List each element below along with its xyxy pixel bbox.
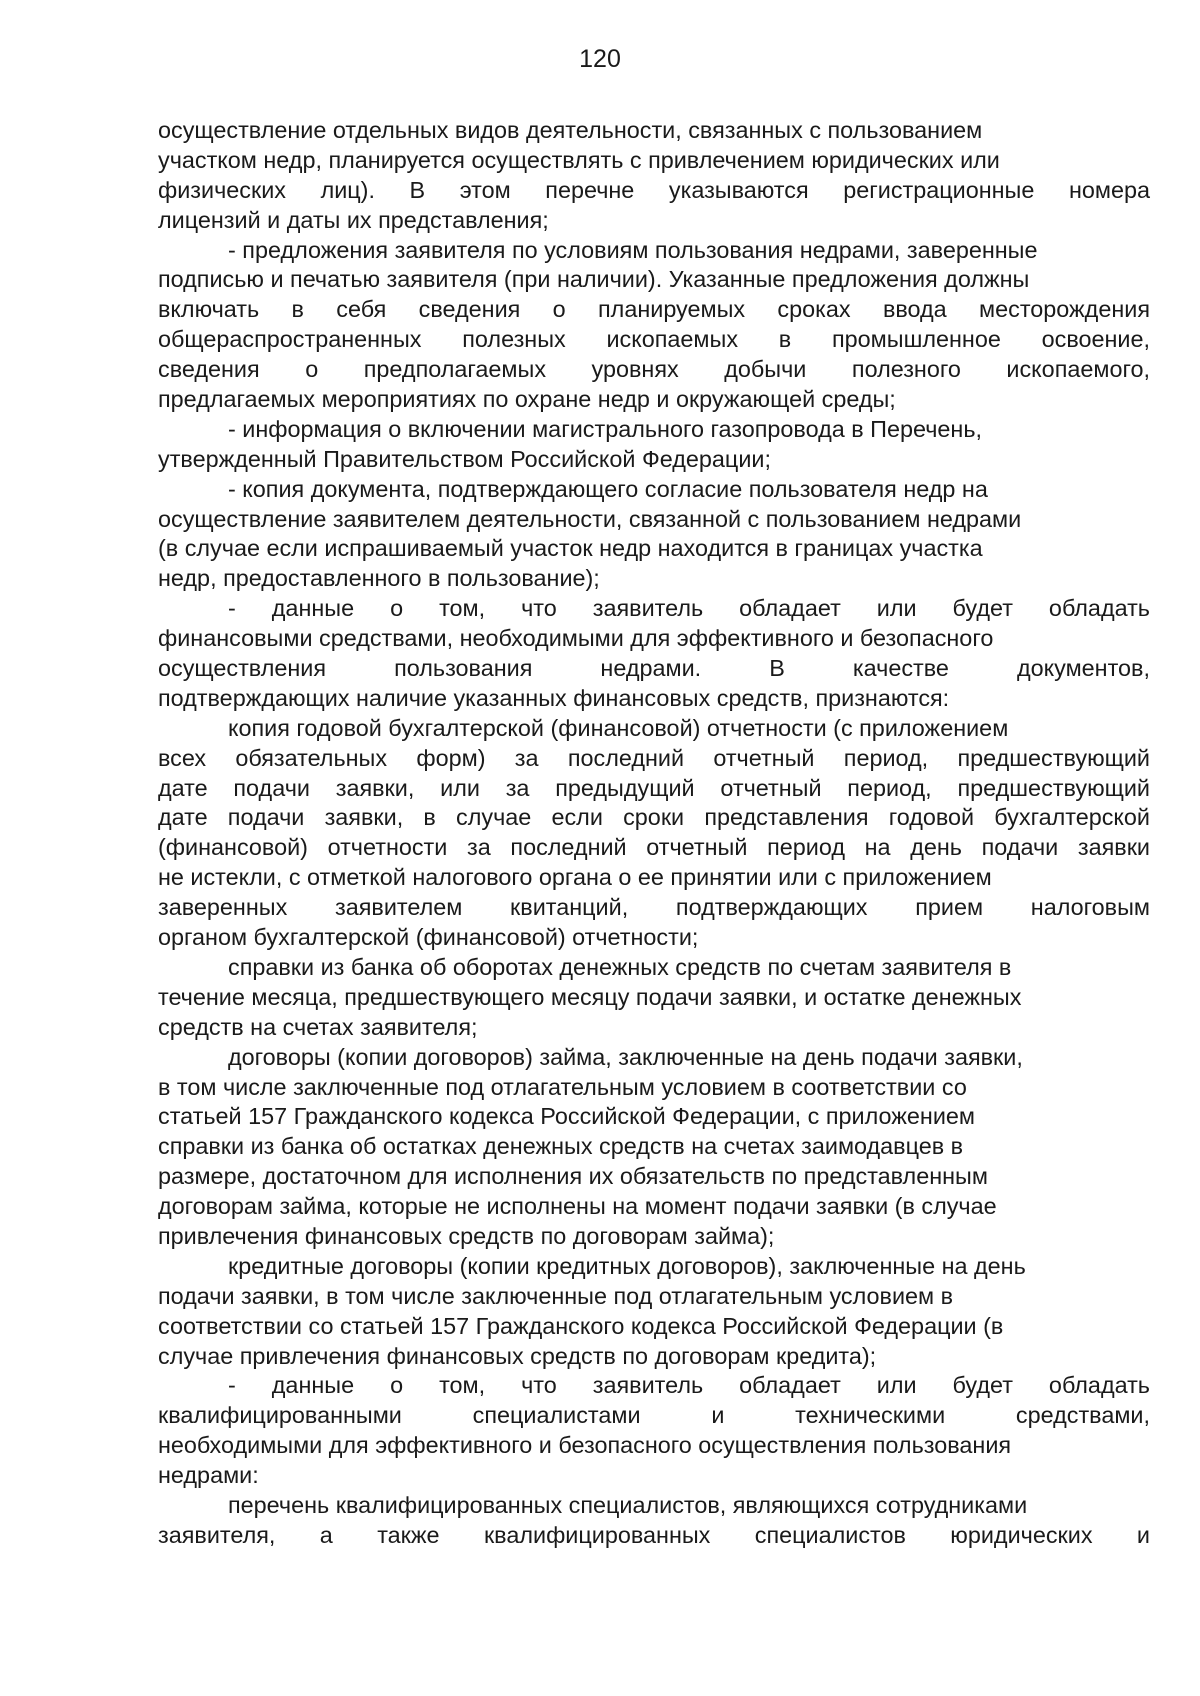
text-line: включать в себя сведения о планируемых сроках ввода месторождения [158, 296, 1150, 323]
text-line: заверенных заявителем квитанций, подтверждающих прием налоговым [158, 894, 1150, 921]
text-line: договоры (копии договоров) займа, заключенные на день подачи заявки, [228, 1043, 1023, 1070]
text-line: средств на счетах заявителя; [158, 1013, 478, 1040]
text-line: случае привлечения финансовых средств по договорам кредита); [158, 1342, 877, 1369]
text-line: течение месяца, предшествующего месяцу подачи заявки, и остатке денежных [158, 983, 1022, 1010]
text-line: в том числе заключенные под отлагательным условием в соответствии со [158, 1073, 967, 1100]
text-line: всех обязательных форм) за последний отчетный период, предшествующий [158, 744, 1150, 771]
text-line: заявителя, а также квалифицированных специалистов юридических и [158, 1521, 1150, 1548]
text-line: статьей 157 Гражданского кодекса Российской Федерации, с приложением [158, 1103, 975, 1130]
text-line: соответствии со статьей 157 Гражданского кодекса Российской Федерации (в [158, 1312, 1004, 1339]
text-line: перечень квалифицированных специалистов, являющихся сотрудниками [228, 1491, 1028, 1518]
text-line: дате подачи заявки, в случае если сроки представления годовой бухгалтерской [158, 804, 1150, 831]
text-line: участком недр, планируется осуществлять с привлечением юридических или [158, 146, 1000, 173]
text-line: справки из банка об оборотах денежных средств по счетам заявителя в [228, 953, 1012, 980]
text-line: финансовыми средствами, необходимыми для эффективного и безопасного [158, 625, 994, 652]
text-line: осуществление отдельных видов деятельности, связанных с пользованием [158, 117, 983, 143]
text-line: (финансовой) отчетности за последний отчетный период на день подачи заявки [158, 834, 1150, 861]
text-line: недрами: [158, 1462, 259, 1489]
text-line: сведения о предполагаемых уровнях добычи полезного ископаемого, [158, 356, 1150, 383]
text-line: квалифицированными специалистами и техническими средствами, [158, 1402, 1150, 1429]
text-line: предлагаемых мероприятиях по охране недр и окружающей среды; [158, 386, 896, 413]
text-line: не истекли, с отметкой налогового органа о ее принятии или с приложением [158, 864, 992, 891]
text-line: размере, достаточном для исполнения их обязательств по представленным [158, 1163, 988, 1190]
text-line: общераспространенных полезных ископаемых в промышленное освоение, [158, 326, 1150, 353]
page-number: 120 [579, 45, 621, 73]
text-line: подтверждающих наличие указанных финансовых средств, признаются: [158, 684, 950, 711]
text-line: физических лиц). В этом перечне указываются регистрационные номера [158, 176, 1150, 203]
text-line: подписью и печатью заявителя (при наличии). Указанные предложения должны [158, 266, 1030, 293]
text-line: - данные о том, что заявитель обладает или будет обладать [228, 595, 1150, 622]
text-line: - информация о включении магистрального газопровода в Перечень, [228, 415, 983, 442]
text-line: необходимыми для эффективного и безопасного осуществления пользования [158, 1432, 1012, 1459]
text-line: справки из банка об остатках денежных средств на счетах заимодавцев в [158, 1133, 964, 1160]
text-line: утвержденный Правительством Российской Федерации; [158, 445, 771, 472]
text-line: органом бухгалтерской (финансовой) отчетности; [158, 924, 699, 951]
text-line: - предложения заявителя по условиям пользования недрами, заверенные [228, 236, 1038, 263]
text-line: привлечения финансовых средств по договорам займа); [158, 1222, 775, 1249]
text-line: осуществление заявителем деятельности, связанной с пользованием недрами [158, 505, 1022, 532]
text-line: недр, предоставленного в пользование); [158, 565, 600, 592]
text-line: осуществления пользования недрами. В качестве документов, [158, 655, 1150, 682]
text-line: подачи заявки, в том числе заключенные под отлагательным условием в [158, 1282, 954, 1309]
text-line: дате подачи заявки, или за предыдущий отчетный период, предшествующий [158, 774, 1150, 801]
text-line: - данные о том, что заявитель обладает или будет обладать [228, 1372, 1150, 1399]
text-line: кредитные договоры (копии кредитных договоров), заключенные на день [228, 1252, 1026, 1279]
body-text [158, 116, 1150, 1551]
text-line: договорам займа, которые не исполнены на момент подачи заявки (в случае [158, 1193, 997, 1220]
text-line: копия годовой бухгалтерской (финансовой) отчетности (с приложением [228, 714, 1009, 741]
text-line: (в случае если испрашиваемый участок недр находится в границах участка [158, 535, 983, 562]
text-line: лицензий и даты их представления; [158, 206, 549, 233]
text-line: - копия документа, подтверждающего согласие пользователя недр на [228, 475, 988, 502]
